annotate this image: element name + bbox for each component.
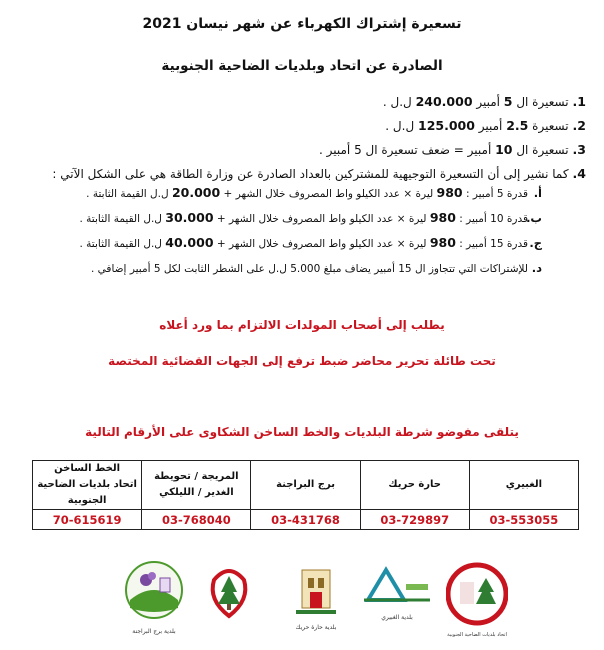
- cedar-logo: [204, 560, 254, 628]
- burj-barajneh-logo: [122, 560, 186, 635]
- table-header-cell: الخط الساخن اتحاد بلديات الضاحية الجنوبية: [33, 461, 142, 510]
- burj-barajneh-label: بلدية برج البراجنة: [132, 628, 176, 635]
- document-subtitle: الصادرة عن اتحاد وبلديات الضاحية الجنوبية: [161, 58, 443, 74]
- phone-number: 03-768040: [142, 510, 251, 530]
- phone-number: 03-431768: [251, 510, 360, 530]
- table-header-cell: المريجة / تحويطة الغدير / الليلكي: [142, 461, 251, 510]
- table-header-cell: حارة حريك: [360, 461, 469, 510]
- document-title: تسعيرة إشتراك الكهرباء عن شهر نيسان 2021: [142, 16, 462, 32]
- table-header-cell: الغبيري: [469, 461, 578, 510]
- phone-number: 70-615619: [33, 510, 142, 530]
- meter-rate-item: ب.قدرة 10 أمبير : 980 ليرة × عدد الكيلو واط المصروف خلال الشهر + 30.000 ل.ل القيمة الثابتة .: [79, 210, 542, 225]
- rate-item: 3.تسعيرة ال 10 أمبير = ضعف تسعيرة ال 5 أمبير .: [318, 142, 586, 157]
- legal-warning: تحت طائلة تحرير محاضر ضبط ترفع إلى الجهات القضائية المختصة: [108, 354, 496, 368]
- rates-list: [16, 90, 586, 186]
- generator-warning: يطلب إلى أصحاب المولدات الالتزام بما ورد أعلاه: [159, 318, 445, 332]
- ghobeiry-logo: [362, 560, 432, 621]
- rate-item: 2.تسعيرة 2.5 أمبير 125.000 ل.ل .: [385, 118, 586, 133]
- union-label: اتحاد بلديات الضاحية الجنوبية: [447, 632, 507, 638]
- union-emblem-icon: [446, 560, 508, 628]
- haret-hreik-label: بلدية حارة حريك: [295, 624, 337, 631]
- meter-rate-item: أ.قدرة 5 أمبير : 980 ليرة × عدد الكيلو واط المصروف خلال الشهر + 20.000 ل.ل القيمة الثابتة .: [86, 185, 542, 200]
- union-logo: [446, 560, 508, 638]
- table-header-row: [33, 461, 579, 510]
- ghobeiry-label: بلدية الغبيري: [381, 614, 413, 621]
- complaints-heading: يتلقى مفوضو شرطة البلديات والخط الساخن الشكاوى على الأرقام التالية: [85, 425, 519, 439]
- rate-item: 1.تسعيرة ال 5 أمبير 240.000 ل.ل .: [382, 94, 586, 109]
- rate-item: 4.كما نشير إلى أن التسعيرة التوجيهية للمشتركين بالعداد الصادرة عن وزارة الطاقة هي على الشكل الآتي :: [52, 166, 586, 181]
- table-phone-row: [33, 510, 579, 530]
- phone-number: 03-553055: [469, 510, 578, 530]
- logos-row: [100, 560, 520, 640]
- burj-barajneh-emblem-icon: [122, 560, 186, 624]
- table-header-cell: برج البراجنة: [251, 461, 360, 510]
- meter-rate-item: ج.قدرة 15 أمبير : 980 ليرة × عدد الكيلو واط المصروف خلال الشهر + 40.000 ل.ل القيمة الثابتة .: [79, 235, 542, 250]
- ghobeiry-emblem-icon: [362, 560, 432, 610]
- haret-hreik-logo: [288, 560, 344, 631]
- meter-rates-list: [22, 181, 542, 281]
- meter-rate-item: د.للإشتراكات التي تتجاوز ال 15 أمبير يضاف مبلغ 5.000 ل.ل على الشطر الثابت لكل 5 أمبير إضافي .: [91, 261, 542, 275]
- complaints-table: [32, 460, 579, 530]
- haret-hreik-emblem-icon: [288, 560, 344, 620]
- phone-number: 03-729897: [360, 510, 469, 530]
- lebanese-cedar-icon: [204, 560, 254, 624]
